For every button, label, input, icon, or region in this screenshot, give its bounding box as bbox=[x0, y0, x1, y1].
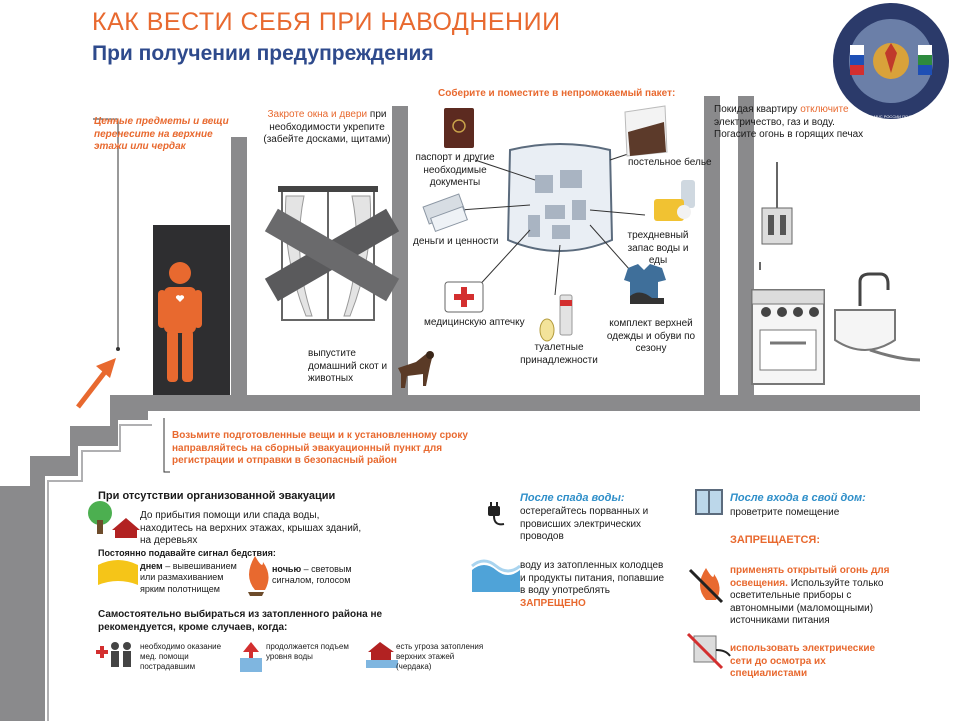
signal-night-label: ночью bbox=[272, 564, 302, 574]
forbidden-fire bbox=[730, 565, 890, 628]
self-evac-title: Самостоятельно выбираться из затопленного района не рекомендуется, кроме случаев, когда: bbox=[98, 609, 383, 633]
pack-item-firstaid: медицинскую аптечку bbox=[424, 317, 525, 328]
sink-icon bbox=[835, 274, 920, 360]
window-ventilate-icon bbox=[696, 490, 722, 514]
passport-icon bbox=[444, 108, 474, 148]
evac-pointer bbox=[164, 418, 170, 472]
emblem-text: ГЛАВНОЕ УПРАВЛЕНИЕ МЧС РОССИИ ПО ТЮМЕНСКОЙ ОБЛАСТИ bbox=[826, 114, 956, 119]
after-home-title: После входа в свой дом: bbox=[730, 492, 866, 504]
utilities-rest: электричество, газ и воду. Погасите огонь в горящих печах bbox=[714, 116, 864, 140]
medic-people-icon bbox=[96, 642, 131, 667]
after-water-wires: остерегайтесь порванных и провисших электрических проводов bbox=[520, 506, 649, 542]
money-icon bbox=[423, 194, 467, 231]
first-aid-kit-icon bbox=[445, 282, 483, 312]
signal-day-label: днем bbox=[140, 561, 163, 571]
no-evac-title: При отсутствии организованной эвакуации bbox=[98, 490, 336, 502]
signal-day bbox=[140, 561, 240, 595]
power-outlet-icon bbox=[762, 162, 792, 244]
page-title: КАК ВЕСТИ СЕБЯ ПРИ НАВОДНЕНИИ bbox=[92, 8, 561, 36]
water-rise-icon bbox=[240, 642, 262, 672]
case-flood-upper: есть угроза затопления верхних этажей (чердака) bbox=[396, 642, 484, 671]
pack-item-clothes: комплект верхней одежды и обуви по сезону bbox=[606, 318, 696, 354]
toiletries-icon bbox=[540, 295, 572, 341]
signal-night bbox=[272, 564, 372, 587]
no-electric-icon bbox=[688, 634, 730, 668]
flag-icon bbox=[98, 560, 138, 585]
windows-note-prefix: Закроте окна и двери bbox=[267, 109, 368, 120]
signal-night-text: – световым сигналом, голосом bbox=[272, 564, 352, 586]
fire-icon bbox=[248, 556, 269, 596]
forbidden-fire-accent: применять открытый огонь для освещения. bbox=[730, 565, 890, 589]
mchs-emblem-icon bbox=[833, 3, 949, 119]
forbidden-fire-rest: Используйте только осветительные приборы с автономными (маломощными) источниками питания bbox=[730, 577, 884, 626]
water-wave-icon bbox=[472, 561, 520, 592]
signal-day-text: – вывешиванием или размахиванием ярким полотнищем bbox=[140, 561, 237, 594]
pack-title: Соберите и поместите в непромокаемый пакет: bbox=[438, 88, 676, 99]
evacuation-note: Возьмите подготовленные вещи и к установленному сроку направляйтесь на сборный эвакуационный пункт для регистрации и отправки в безопасный район bbox=[172, 430, 468, 466]
pack-item-food: трехдневный запас воды и еды bbox=[627, 230, 689, 266]
after-water-forbidden: ЗАПРЕЩЕНО bbox=[520, 597, 586, 609]
floor bbox=[110, 395, 920, 411]
flooded-house-icon bbox=[366, 642, 398, 668]
valuables-note: Ценные предметы и вещи перенесите на верхние этажи или чердак bbox=[94, 116, 229, 152]
forbidden-title: ЗАПРЕЩАЕТСЯ: bbox=[730, 534, 820, 546]
waterproof-bag-icon bbox=[508, 144, 612, 251]
pack-item-bedding: постельное белье bbox=[628, 157, 712, 168]
food-water-icon bbox=[654, 180, 695, 221]
pack-item-money: деньги и ценности bbox=[413, 236, 499, 247]
signal-title: Постоянно подавайте сигнал бедствия: bbox=[98, 548, 276, 558]
clothes-icon bbox=[624, 264, 666, 304]
utilities-accent: отключите bbox=[800, 104, 849, 115]
case-medical: необходимо оказание мед. помощи пострадавшим bbox=[140, 642, 222, 671]
forbidden-electric: использовать электрические сети до осмотра их специалистами bbox=[730, 643, 876, 679]
page-subtitle: При получении предупреждения bbox=[92, 42, 434, 65]
after-water-title: После спада воды: bbox=[520, 492, 625, 504]
after-water-food bbox=[520, 560, 670, 610]
arrow-up-icon bbox=[78, 368, 108, 407]
livestock-note: выпустите домашний скот и животных bbox=[308, 348, 388, 384]
left-wall bbox=[231, 137, 247, 411]
pack-item-hygiene: туалетные принадлежности bbox=[520, 342, 598, 366]
right-inner-wall bbox=[704, 96, 720, 406]
after-water-food-text: воду из затопленных колодцев и продукты питания, попавшие в воду употреблять bbox=[520, 560, 665, 596]
no-evac-text: До прибытия помощи или спада воды, находитесь на верхних этажах, крышах зданий, на деревьях bbox=[140, 510, 362, 546]
case-water-rise: продолжается подъем уровня воды bbox=[266, 642, 349, 661]
pack-item-passport: паспорт и другие необходимые документы bbox=[415, 152, 495, 188]
after-home-ventilate: проветрите помещение bbox=[730, 507, 840, 518]
bedding-icon bbox=[625, 106, 667, 156]
utilities-prefix: Покидая квартиру bbox=[714, 104, 798, 115]
plug-wire-icon bbox=[488, 502, 504, 524]
windows-note-rest: при необходимости укрепите (забейте досками, щитами) bbox=[263, 109, 391, 145]
windows-note bbox=[262, 109, 392, 147]
utilities-note bbox=[714, 104, 864, 142]
tree-house-icon bbox=[88, 501, 140, 538]
no-fire-icon bbox=[690, 568, 722, 602]
stove-icon bbox=[752, 290, 824, 384]
middle-wall bbox=[392, 106, 408, 396]
valuables-pointer bbox=[93, 119, 118, 349]
